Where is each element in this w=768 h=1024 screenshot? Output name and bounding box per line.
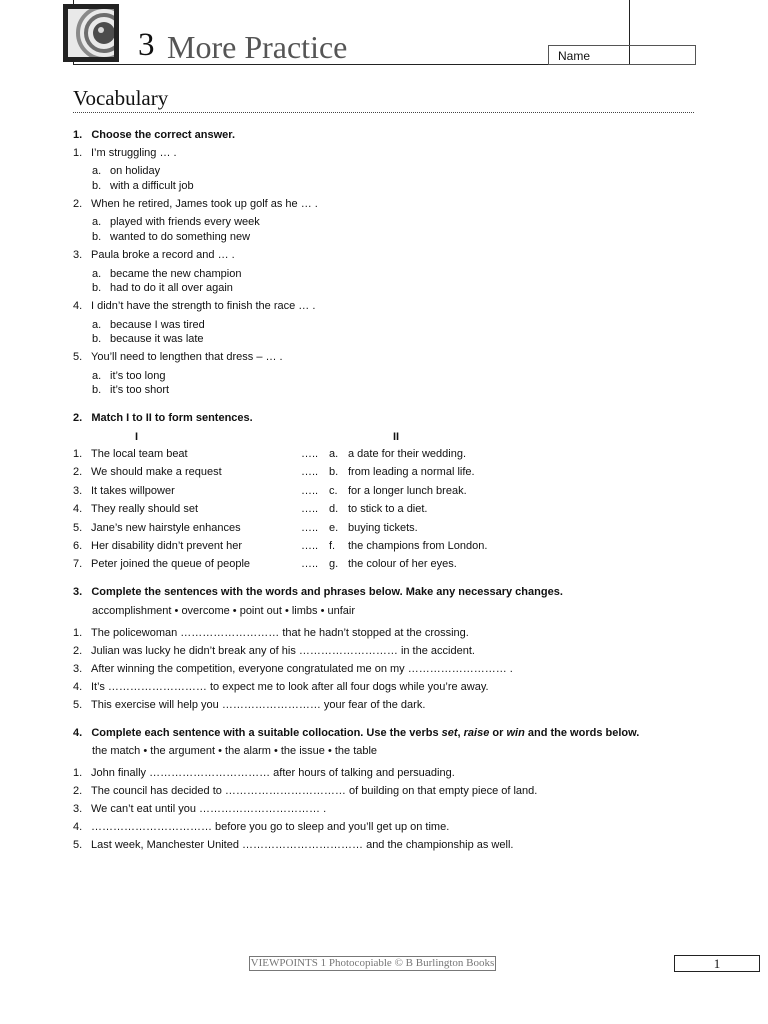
item-text: Last week, Manchester United …………………………… and the championship as well. xyxy=(91,839,514,851)
option-text: wanted to do something new xyxy=(110,231,251,243)
row-letter: d. xyxy=(329,503,339,515)
item-text: This exercise will help you ……………………… your fear of the dark. xyxy=(91,699,426,711)
ex3-instruction: 3. Complete the sentences with the words and phrases below. Make any necessary changes. xyxy=(73,586,563,598)
option-letter: b. xyxy=(92,180,102,192)
option-letter: b. xyxy=(92,333,102,345)
option-text: with a difficult job xyxy=(110,180,194,192)
question-number: 5. xyxy=(73,351,83,363)
answer-blank[interactable]: ….. xyxy=(301,466,319,478)
option-letter: a. xyxy=(92,165,102,177)
row-number: 6. xyxy=(73,540,83,552)
item-text: It’s ……………………… to expect me to look after all four dogs while you’re away. xyxy=(91,681,489,693)
option-letter: a. xyxy=(92,268,102,280)
item-number: 4. xyxy=(73,681,83,693)
separator: or xyxy=(489,727,507,739)
item-text: The council has decided to …………………………… of building on that empty piece of land. xyxy=(91,785,538,797)
item-number: 3. xyxy=(73,803,83,815)
row-number: 7. xyxy=(73,558,83,570)
row-left-text: They really should set xyxy=(91,503,198,515)
separator: , xyxy=(457,727,464,739)
column-header-ii: II xyxy=(393,431,400,443)
item-number: 2. xyxy=(73,785,83,797)
question-text: Paula broke a record and … . xyxy=(91,249,235,261)
name-field[interactable]: Name xyxy=(548,45,696,65)
row-right-text: buying tickets. xyxy=(348,522,418,534)
item-text: After winning the competition, everyone congratulated me on my ……………………… . xyxy=(91,663,513,675)
instruction-end: and the words below. xyxy=(524,727,640,739)
question-text: I didn’t have the strength to finish the race … . xyxy=(91,300,316,312)
option-letter: a. xyxy=(92,370,102,382)
question-number: 4. xyxy=(73,300,83,312)
header-frame xyxy=(73,0,630,65)
unit-number: 3 xyxy=(138,27,155,63)
row-right-text: for a longer lunch break. xyxy=(348,485,467,497)
item-number: 3. xyxy=(73,663,83,675)
item-text: Julian was lucky he didn’t break any of his ……………………… in the accident. xyxy=(91,645,475,657)
option-text: it’s too long xyxy=(110,370,166,382)
row-left-text: The local team beat xyxy=(91,448,188,460)
row-letter: f. xyxy=(329,540,336,552)
item-text: The policewoman ……………………… that he hadn’t stopped at the crossing. xyxy=(91,627,469,639)
question-text: When he retired, James took up golf as he … . xyxy=(91,198,318,210)
row-right-text: the colour of her eyes. xyxy=(348,558,457,570)
item-text: …………………………… before you go to sleep and you’ll get up on time. xyxy=(91,821,450,833)
answer-blank[interactable]: ….. xyxy=(301,522,319,534)
option-letter: a. xyxy=(92,319,102,331)
option-letter: b. xyxy=(92,231,102,243)
option-text: became the new champion xyxy=(110,268,242,280)
ex1-instruction: 1. Choose the correct answer. xyxy=(73,129,236,141)
footer-credit: VIEWPOINTS 1 Photocopiable © B Burlington Books xyxy=(250,957,495,969)
ex4-word-bank: the match • the argument • the alarm • the issue • the table xyxy=(92,745,378,757)
ex3-word-bank: accomplishment • overcome • point out • limbs • unfair xyxy=(92,605,356,617)
row-left-text: We should make a request xyxy=(91,466,222,478)
verb-win: win xyxy=(506,727,525,739)
option-text: because I was tired xyxy=(110,319,205,331)
item-text: John finally …………………………… after hours of talking and persuading. xyxy=(91,767,455,779)
row-left-text: It takes willpower xyxy=(91,485,175,497)
option-text: had to do it all over again xyxy=(110,282,233,294)
answer-blank[interactable]: ….. xyxy=(301,448,319,460)
question-number: 1. xyxy=(73,147,83,159)
column-header-i: I xyxy=(135,431,139,443)
item-number: 5. xyxy=(73,699,83,711)
row-left-text: Peter joined the queue of people xyxy=(91,558,251,570)
question-number: 2. xyxy=(73,198,83,210)
row-number: 1. xyxy=(73,448,83,460)
instruction-start: 4. Complete each sentence with a suitable collocation. Use the verbs xyxy=(73,727,442,739)
row-number: 5. xyxy=(73,522,83,534)
verb-raise: raise xyxy=(463,727,490,739)
verb-set: set xyxy=(441,727,458,739)
row-right-text: a date for their wedding. xyxy=(348,448,467,460)
option-letter: b. xyxy=(92,282,102,294)
option-text: it’s too short xyxy=(110,384,170,396)
answer-blank[interactable]: ….. xyxy=(301,558,319,570)
item-number: 4. xyxy=(73,821,83,833)
page-number: 1 xyxy=(674,955,760,972)
section-divider xyxy=(73,112,694,113)
row-number: 2. xyxy=(73,466,83,478)
row-letter: b. xyxy=(329,466,339,478)
row-letter: e. xyxy=(329,522,339,534)
answer-blank[interactable]: ….. xyxy=(301,540,319,552)
item-number: 2. xyxy=(73,645,83,657)
row-letter: c. xyxy=(329,485,338,497)
item-number: 5. xyxy=(73,839,83,851)
question-number: 3. xyxy=(73,249,83,261)
option-letter: b. xyxy=(92,384,102,396)
row-number: 3. xyxy=(73,485,83,497)
ex4-instruction xyxy=(73,726,639,740)
ex2-instruction: 2. Match I to II to form sentences. xyxy=(73,412,253,424)
row-right-text: the champions from London. xyxy=(348,540,488,552)
row-right-text: from leading a normal life. xyxy=(348,466,475,478)
row-right-text: to stick to a diet. xyxy=(348,503,428,515)
option-letter: a. xyxy=(92,216,102,228)
camera-lens-icon xyxy=(68,9,114,57)
answer-blank[interactable]: ….. xyxy=(301,485,319,497)
row-letter: g. xyxy=(329,558,339,570)
option-text: played with friends every week xyxy=(110,216,260,228)
option-text: because it was late xyxy=(110,333,204,345)
row-letter: a. xyxy=(329,448,339,460)
row-left-text: Her disability didn’t prevent her xyxy=(91,540,243,552)
question-text: You’ll need to lengthen that dress – … . xyxy=(91,351,283,363)
answer-blank[interactable]: ….. xyxy=(301,503,319,515)
row-number: 4. xyxy=(73,503,83,515)
row-left-text: Jane’s new hairstyle enhances xyxy=(91,522,241,534)
item-text: We can’t eat until you …………………………… . xyxy=(91,803,327,815)
section-title: Vocabulary xyxy=(73,86,169,110)
page-title: More Practice xyxy=(167,29,348,65)
option-text: on holiday xyxy=(110,165,161,177)
item-number: 1. xyxy=(73,767,83,779)
question-text: I’m struggling … . xyxy=(91,147,177,159)
item-number: 1. xyxy=(73,627,83,639)
